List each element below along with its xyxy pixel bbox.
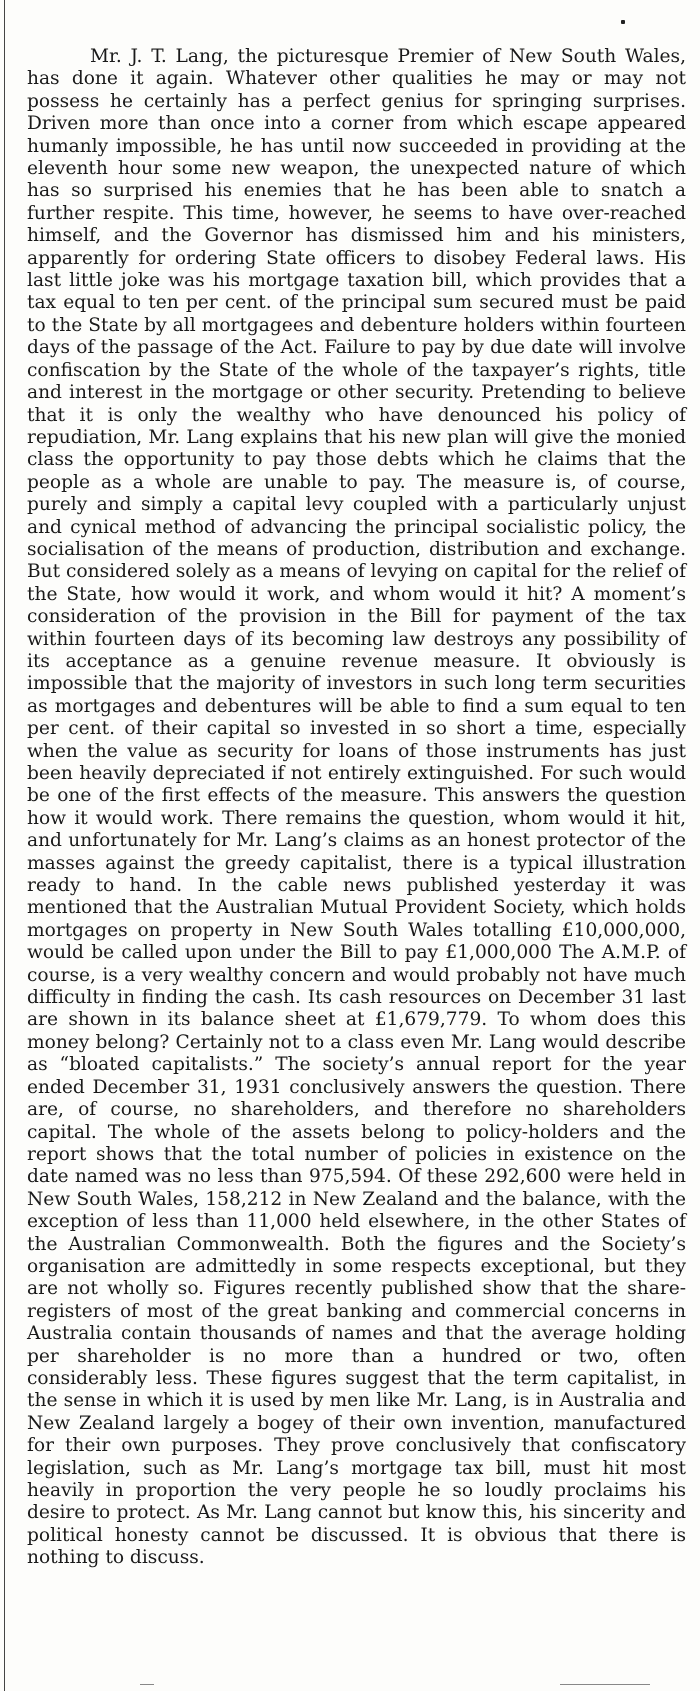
- article-paragraph: Mr. J. T. Lang, the picturesque Premier of New South Wales, has done it again. Whatever other qualities he may or may not possess he certainly has a perfect genius for springing surprises. Driven more than once into a corner from which escape appeared humanly impossible, he has until now succeeded in providing at the eleventh hour some new weapon, the unexpected nature of which has so surprised his enemies that he has been able to snatch a further respite. This time, however, he seems to have over-reached himself, and the Governor has dismissed him and his ministers, apparently for ordering State officers to disobey Federal laws. His last little joke was his mortgage taxation bill, which provides that a tax equal to ten per cent. of the principal sum secured must be paid to the State by all mortgagees and debenture holders within fourteen days of the passage of the Act. Failure to pay by due date will involve confiscation by the State of the whole of the taxpayer’s rights, title and interest in the mortgage or other security. Pretending to believe that it is only the wealthy who have denounced his policy of repudiation, Mr. Lang explains that his new plan will give the monied class the opportunity to pay those debts which he claims that the people as a whole are unable to pay. The measure is, of course, purely and simply a capital levy coupled with a particularly unjust and cynical method of advancing the principal socialistic policy, the socialisation of the means of production, distribution and exchange. But considered solely as a means of levying on capital for the relief of the State, how would it work, and whom would it hit? A moment’s consideration of the provision in the Bill for payment of the tax within fourteen days of its becoming law destroys any possibility of its acceptance as a genuine revenue measure. It obviously is impossible that the majority of investors in such long term securities as mortgages and debentures will be able to find a sum equal to ten per cent. of their capital so invested in so short a time, especially when the value as security for loans of those instruments has just been heavily depreciated if not entirely extinguished. For such would be one of the first effects of the measure. This answers the question how it would work. There remains the question, whom would it hit, and unfortunately for Mr. Lang’s claims as an honest protector of the masses against the greedy capitalist, there is a typical illustration ready to hand. In the cable news published yesterday it was mentioned that the Australian Mutual Provident Society, which holds mortgages on property in New South Wales totalling £10,000,000, would be called upon under the Bill to pay £1,000,000 The A.M.P. of course, is a very wealthy concern and would probably not have much difficulty in finding the cash. Its cash resources on December 31 last are shown in its balance sheet at £1,679,779. To whom does this money belong? Certainly not to a class even Mr. Lang would describe as “bloated capitalists.” The society’s annual report for the year ended December 31, 1931 conclusively answers the question. There are, of course, no shareholders, and therefore no shareholders capital. The whole of the assets belong to policy-holders and the report shows that the total number of policies in existence on the date named was no less than 975,594. Of these 292,600 were held in New South Wales, 158,212 in New Zealand and the balance, with the exception of less than 11,000 held elsewhere, in the other States of the Australian Commonwealth. Both the figures and the Society’s organisation are admittedly in some respects exceptional, but they are not wholly so. Figures recently published show that the share-registers of most of the great banking and commercial concerns in Australia contain thousands of names and that the average holding per shareholder is no more than a hundred or two, often considerably less. These figures suggest that the term capitalist, in the sense in which it is used by men like Mr. Lang, is in Australia and New Zealand largely a bogey of their own invention, manufactured for their own purposes. They prove conclusively that confiscatory legislation, such as Mr. Lang’s mortgage tax bill, must hit most heavily in proportion the very people he so loudly proclaims his desire to protect. As Mr. Lang cannot but know this, his sincerity and political honesty cannot be discussed. It is obvious that there is nothing to discuss.: [27, 46, 686, 1569]
- print-speck: [560, 1684, 650, 1685]
- print-speck: [140, 1684, 154, 1685]
- print-mark: [621, 20, 625, 24]
- editorial-article: [27, 46, 686, 1570]
- column-rule: [4, 0, 5, 1691]
